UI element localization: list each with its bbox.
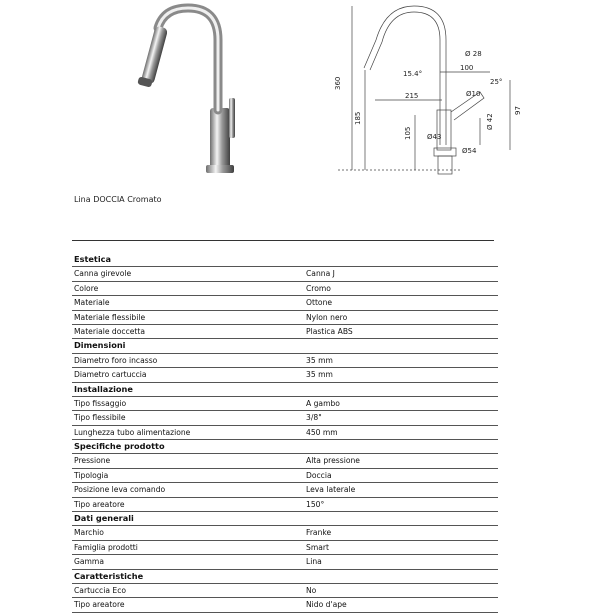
dim-label: 215: [405, 92, 419, 100]
spec-value: Franke: [306, 528, 332, 538]
spec-row: [72, 325, 498, 339]
spec-label: Diametro cartuccia: [74, 370, 147, 380]
divider: [72, 240, 494, 241]
dim-label: Ø10: [466, 90, 481, 98]
dim-label: Ø 28: [465, 50, 482, 58]
dim-label: 100: [460, 64, 474, 72]
section-title: Estetica: [74, 254, 112, 264]
spec-value: Nido d'ape: [306, 600, 347, 610]
section-title: Dimensioni: [74, 340, 126, 351]
section-header: [72, 383, 498, 397]
dim-label: Ø 42: [486, 113, 494, 130]
section-title: Dati generali: [74, 513, 134, 524]
spec-label: Marchio: [74, 528, 104, 538]
spec-value: Lina: [306, 557, 322, 567]
spec-label: Tipo areatore: [74, 600, 125, 610]
spec-label: Gamma: [74, 557, 104, 567]
spec-row: [72, 296, 498, 310]
section-title: Caratteristiche: [74, 570, 144, 581]
spec-row: [72, 541, 498, 555]
spec-row: [72, 498, 498, 512]
spec-row: [72, 282, 498, 296]
spec-label: Tipo areatore: [74, 499, 125, 509]
spec-value: Smart: [306, 542, 329, 552]
spec-label: Pressione: [74, 456, 111, 466]
spec-row: [72, 411, 498, 425]
spec-value: Cromo: [306, 283, 331, 293]
spec-value: Leva laterale: [306, 485, 356, 495]
spec-label: Materiale flessibile: [74, 312, 146, 322]
spec-label: Tipologia: [74, 470, 109, 480]
spec-label: Materiale doccetta: [74, 326, 146, 336]
spec-label: Posizione leva comando: [74, 485, 166, 495]
product-caption: Lina DOCCIA Cromato: [74, 195, 162, 204]
spec-value: Nylon nero: [306, 312, 348, 322]
spec-row: [72, 584, 498, 598]
section-header: [72, 570, 498, 584]
dim-label: 185: [354, 111, 362, 125]
section-title: Specifiche prodotto: [74, 441, 165, 452]
spec-value: Plastica ABS: [306, 326, 353, 336]
section-header: [72, 440, 498, 454]
spec-row: [72, 454, 498, 468]
dim-label: Ø54: [462, 147, 477, 155]
spec-row: [72, 598, 498, 612]
spec-row: [72, 311, 498, 325]
spec-value: Doccia: [306, 470, 332, 480]
section-header: [72, 253, 498, 267]
spec-label: Famiglia prodotti: [74, 542, 138, 552]
section-header: [72, 339, 498, 353]
spec-label: Diametro foro incasso: [74, 355, 158, 365]
section-header: [72, 512, 498, 526]
dim-label: 360: [334, 76, 342, 90]
dim-label: 15.4°: [403, 70, 423, 78]
spec-value: 35 mm: [306, 355, 333, 365]
dim-label: 97: [514, 106, 522, 115]
spec-value: 450 mm: [306, 427, 338, 437]
spec-row: [72, 483, 498, 497]
spec-value: Alta pressione: [306, 456, 360, 466]
spec-row: [72, 354, 498, 368]
spec-label: Colore: [74, 283, 99, 293]
spec-row: [72, 267, 498, 281]
spec-value: 150°: [306, 499, 325, 509]
faucet-photo: [118, 0, 248, 180]
dim-label: Ø43: [427, 133, 442, 141]
spec-row: [72, 397, 498, 411]
spec-label: Canna girevole: [74, 269, 132, 279]
dim-label: 25°: [490, 78, 503, 86]
spec-value: Ottone: [306, 298, 333, 308]
spec-label: Tipo fissaggio: [74, 398, 127, 408]
spec-label: Cartuccia Eco: [74, 585, 127, 595]
spec-value: Canna J: [306, 269, 335, 279]
spec-value: A gambo: [306, 398, 340, 408]
dimension-drawing: [330, 0, 530, 180]
spec-label: Materiale: [74, 298, 110, 308]
spec-table: [72, 253, 498, 613]
spec-row: [72, 368, 498, 382]
spec-label: Lunghezza tubo alimentazione: [74, 427, 191, 437]
spec-label: Tipo flessibile: [74, 413, 126, 423]
dim-label: 105: [404, 126, 412, 140]
section-title: Installazione: [74, 383, 133, 394]
spec-row: [72, 426, 498, 440]
spec-row: [72, 555, 498, 569]
spec-value: 3/8": [306, 413, 322, 423]
spec-row: [72, 526, 498, 540]
spec-value: 35 mm: [306, 370, 333, 380]
spec-value: No: [306, 585, 317, 595]
spec-row: [72, 469, 498, 483]
